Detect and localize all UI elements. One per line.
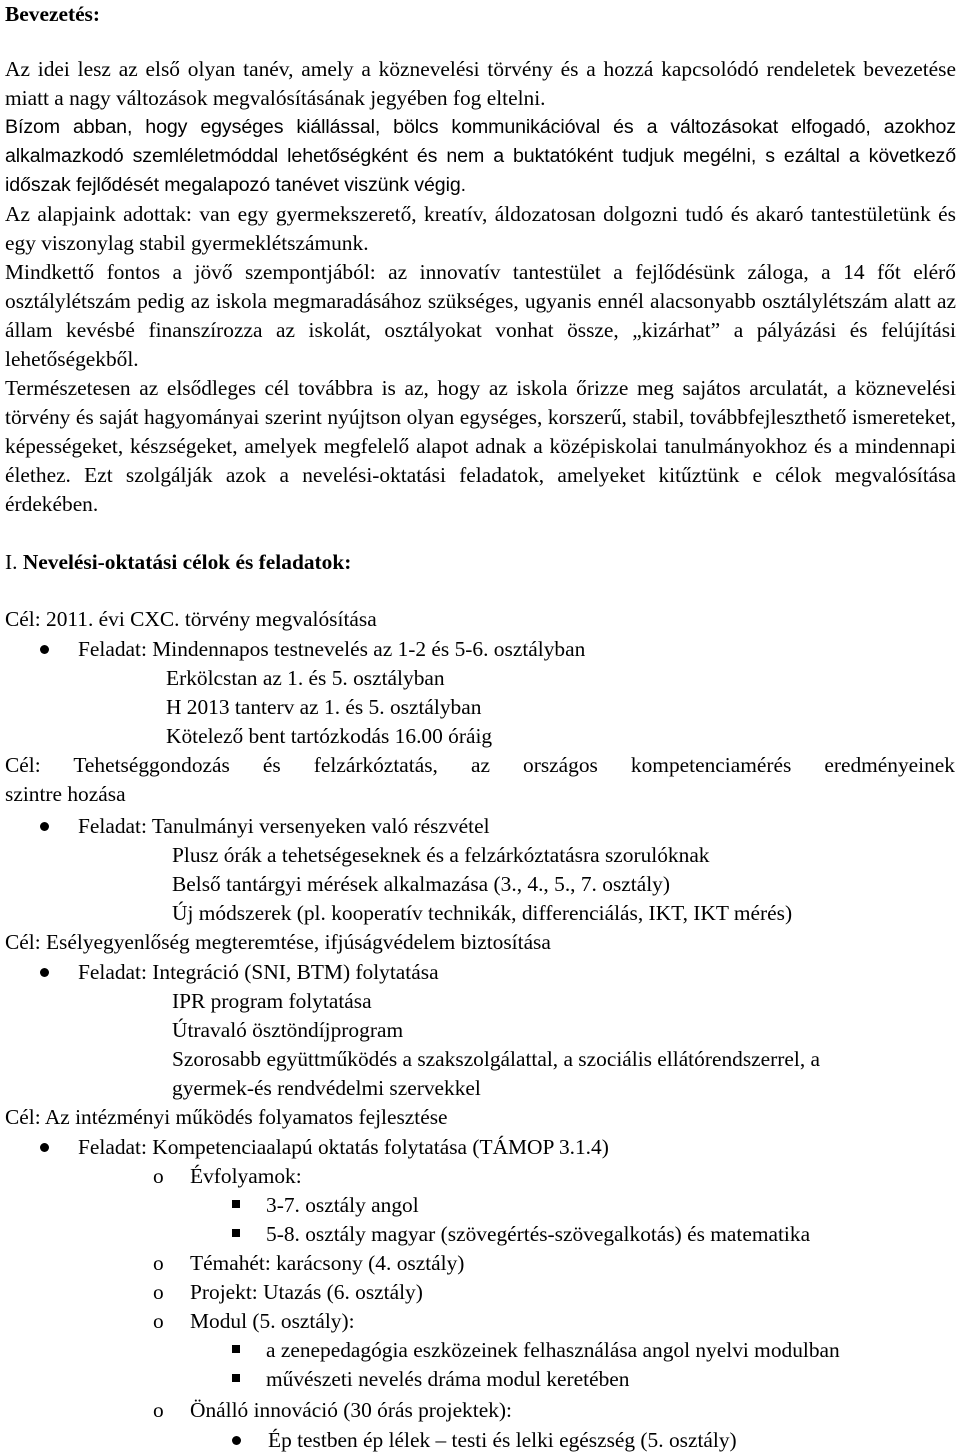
goal-1-item: Kötelező bent tartózkodás 16.00 óráig <box>166 724 493 748</box>
goal-4-modul: Modul (5. osztály): <box>190 1309 355 1333</box>
intro-paragraph-1: Az idei lesz az első olyan tanév, amely a köznevelési törvény és a hozzá kapcsolódó rendeletek bevezetése miatt a nagy változások megvalósításának jegyében fog eltelni. <box>5 57 956 110</box>
bullet-icon <box>40 968 49 977</box>
goal-2-feladat: Feladat: Tanulmányi versenyeken való részvétel <box>78 814 490 838</box>
intro-paragraph-4: Mindkettő fontos a jövő szempontjából: az innovatív tantestület a fejlődésünk záloga, a 14 főt elérő osztálylétszám pedig az iskola megmaradásához szükséges, ugyanis ennél alacsonyabb osztálylétszám alatt az állam kevésbé finanszírozza az iskolát, osztályokat vonhat össze, „kizárhat” a pályázási és felújítási lehetőségekből. <box>5 260 956 371</box>
goal-4-modul-item: a zenepedagógia eszközeinek felhasználása angol nyelvi modulban <box>266 1338 840 1362</box>
goal-1-item: Erkölcstan az 1. és 5. osztályban <box>166 666 445 690</box>
goal-1-feladat: Feladat: Mindennapos testnevelés az 1-2 és 5-6. osztályban <box>78 637 586 661</box>
intro-paragraph-3: Az alapjaink adottak: van egy gyermekszerető, kreatív, áldozatosan dolgozni tudó és akaró tantestületünk és egy viszonylag stabil gyermeklétszámunk. <box>5 202 956 255</box>
goal-1-cel: Cél: 2011. évi CXC. törvény megvalósítása <box>5 607 377 631</box>
bullet-icon <box>232 1436 241 1445</box>
heading-bevezetes: Bevezetés: <box>5 2 101 26</box>
square-bullet-icon <box>232 1374 240 1382</box>
goal-1-item: H 2013 tanterv az 1. és 5. osztályban <box>166 695 482 719</box>
goal-4-evf-item: 5-8. osztály magyar (szövegértés-szövegalkotás) és matematika <box>266 1222 811 1246</box>
goal-4-evf-item: 3-7. osztály angol <box>266 1193 419 1217</box>
goal-4-onallo: Önálló innováció (30 órás projektek): <box>190 1398 512 1422</box>
intro-text <box>5 55 956 519</box>
goal-3-item: gyermek-és rendvédelmi szervekkel <box>172 1076 481 1100</box>
circle-bullet-icon: o <box>153 1398 164 1422</box>
circle-bullet-icon: o <box>153 1280 164 1304</box>
circle-bullet-icon: o <box>153 1251 164 1275</box>
goal-4-cel: Cél: Az intézményi működés folyamatos fejlesztése <box>5 1105 448 1129</box>
goal-4-projekt: Projekt: Utazás (6. osztály) <box>190 1280 423 1304</box>
goal-3-item: IPR program folytatása <box>172 989 372 1013</box>
bullet-icon <box>40 645 49 654</box>
goal-4-evfolyamok: Évfolyamok: <box>190 1164 302 1188</box>
goal-3-feladat: Feladat: Integráció (SNI, BTM) folytatása <box>78 960 439 984</box>
section-title <box>5 548 351 577</box>
goal-2-item: Új módszerek (pl. kooperatív technikák, differenciálás, IKT, IKT mérés) <box>172 901 793 925</box>
goal-3-item: Útravaló ösztöndíjprogram <box>172 1018 404 1042</box>
section-title-text: Nevelési-oktatási célok és feladatok: <box>22 550 352 574</box>
goal-4-temahet: Témahét: karácsony (4. osztály) <box>190 1251 465 1275</box>
goal-2-cel-line-2: szintre hozása <box>5 782 126 806</box>
goal-4-onallo-item: Ép testben ép lélek – testi és lelki egészség (5. osztály) <box>268 1428 737 1452</box>
goal-3-item: Szorosabb együttműködés a szakszolgálattal, a szociális ellátórendszerrel, a <box>172 1047 821 1071</box>
goal-4-modul-item: művészeti nevelés dráma modul keretében <box>266 1367 630 1391</box>
goal-4-feladat: Feladat: Kompetenciaalapú oktatás folytatása (TÁMOP 3.1.4) <box>78 1135 609 1159</box>
goal-3-cel: Cél: Esélyegyenlőség megteremtése, ifjúságvédelem biztosítása <box>5 930 551 954</box>
circle-bullet-icon: o <box>153 1309 164 1333</box>
goal-2-cel-line-1: Cél: Tehetséggondozás és felzárkóztatás, az országos kompetenciamérés eredményeinek <box>5 753 955 777</box>
section-number: I. <box>5 550 18 574</box>
bullet-icon <box>40 1143 49 1152</box>
goal-2-item: Plusz órák a tehetségeseknek és a felzárkóztatásra szorulóknak <box>172 843 710 867</box>
goal-2-item: Belső tantárgyi mérések alkalmazása (3., 4., 5., 7. osztály) <box>172 872 670 896</box>
square-bullet-icon <box>232 1229 240 1237</box>
square-bullet-icon <box>232 1345 240 1353</box>
square-bullet-icon <box>232 1200 240 1208</box>
intro-paragraph-5: Természetesen az elsődleges cél továbbra is az, hogy az iskola őrizze meg sajátos arculatát, a köznevelési törvény és saját hagyományai szerint nyújtson olyan egységes, korszerű, stabil, továbbfejleszthető ismereteket, képességeket, készségeket, amelyek megfelelő alapot adnak a középiskolai tanulmányokhoz és a mindennapi élethez. Ezt szolgálják azok a nevelési-oktatási feladatok, amelyeket kitűztünk e célok megvalósítása érdekében. <box>5 376 956 516</box>
intro-paragraph-2: Bízom abban, hogy egységes kiállással, bölcs kommunikációval és a változásokat elfogadó, azokhoz alkalmazkodó szemléletmóddal lehetőségként és nem a buktatóként tudjuk megélni, s ezáltal a következő időszak fejlődését megalapozó tanévet viszünk végig. <box>5 116 956 196</box>
bullet-icon <box>40 822 49 831</box>
circle-bullet-icon: o <box>153 1164 164 1188</box>
